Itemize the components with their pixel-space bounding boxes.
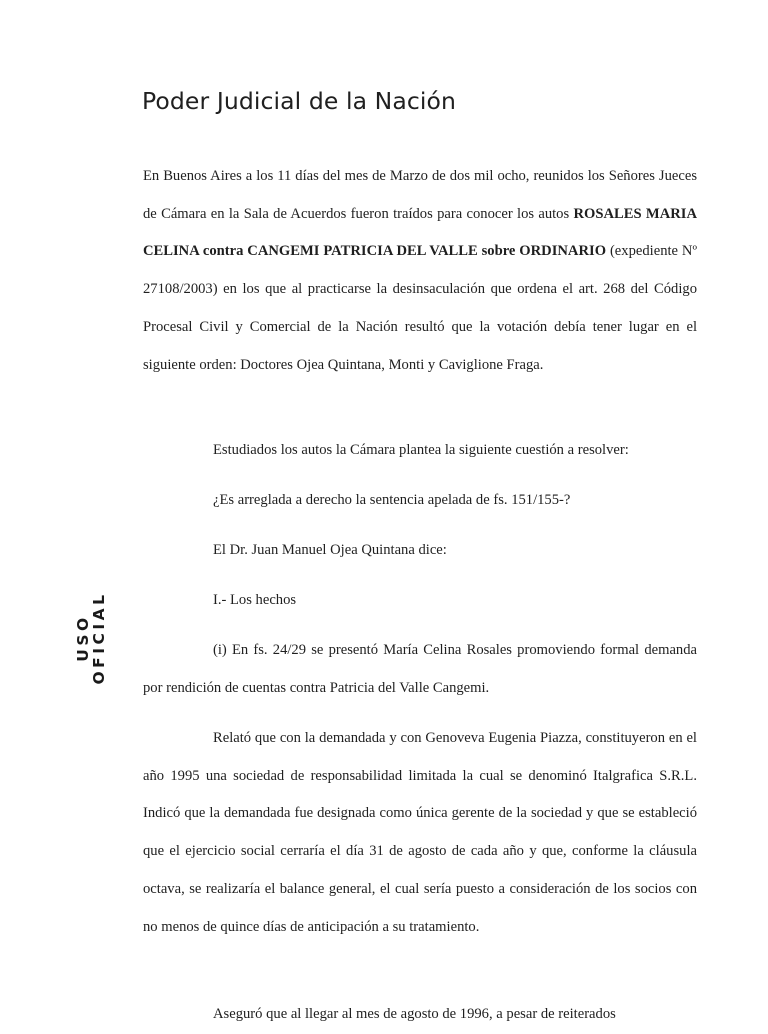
section-heading-hechos: I.- Los hechos <box>213 592 297 608</box>
paragraph-aseguro: Aseguró que al llegar al mes de agosto de 1996, a pesar de reiterados <box>213 1006 616 1022</box>
uso-oficial-stamp <box>74 572 108 704</box>
page-title: Poder Judicial de la Nación <box>142 87 456 115</box>
case-title: ROSALES MARIA CELINA contra CANGEMI PATRICIA DEL VALLE sobre ORDINARIO <box>143 205 697 260</box>
stamp-line-uso: USO <box>74 614 92 662</box>
paragraph-relato: Relató que con la demandada y con Genoveva Eugenia Piazza, constituyeron en el año 1995 una sociedad de responsabilidad limitada la cual se denominó Italgrafica S.R.L. Indicó que la demandada fue designada como única gerente de la sociedad y que se estableció que el ejercicio social cerraría el día 31 de agosto de cada año y que, conforme la cláusula octava, se realizaría el balance general, el cual sería puesto a consideración de los socios con no menos de quince días de anticipación a su tratamiento. <box>143 730 697 935</box>
opening-text-start: En Buenos Aires a los 11 días del mes de Marzo de dos mil ocho, reunidos los Señores Jueces de Cámara en la Sala de Acuerdos fueron traídos para conocer los autos <box>143 168 697 222</box>
stamp-line-oficial: OFICIAL <box>90 591 108 685</box>
question-intro: Estudiados los autos la Cámara plantea la siguiente cuestión a resolver: <box>213 442 629 458</box>
judge-intro: El Dr. Juan Manuel Ojea Quintana dice: <box>213 542 447 558</box>
question-text: ¿Es arreglada a derecho la sentencia apelada de fs. 151/155-? <box>213 492 571 508</box>
paragraph-demanda: (i) En fs. 24/29 se presentó María Celina Rosales promoviendo formal demanda por rendición de cuentas contra Patricia del Valle Cangemi. <box>143 642 697 696</box>
opening-text-end: (expediente Nº 27108/2003) en los que al practicarse la desinsaculación que ordena el art. 268 del Código Procesal Civil y Comercial de la Nación resultó que la votación debía tener lugar en el siguiente orden: Doctores Ojea Quintana, Monti y Caviglione Fraga. <box>143 243 697 373</box>
opening-paragraph <box>143 158 697 384</box>
